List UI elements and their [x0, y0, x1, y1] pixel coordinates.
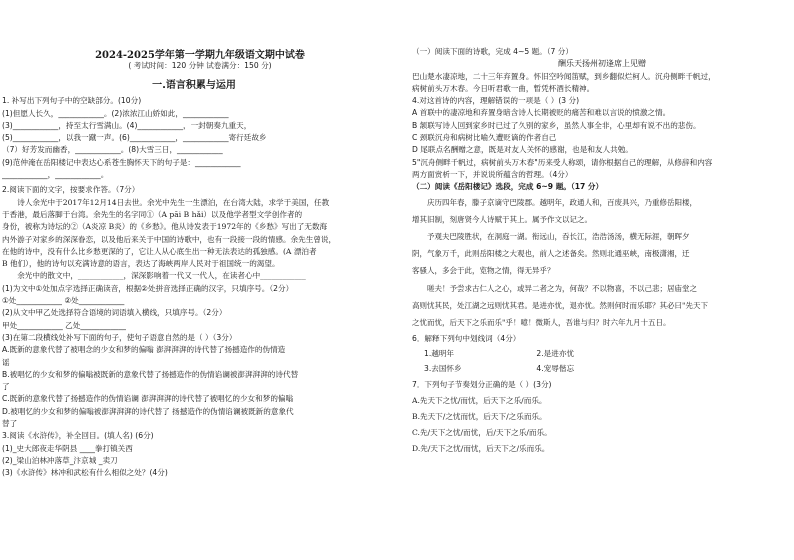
- q1-line: （7）好芳发而幽香，____________。(8)大雪三日，____________: [2, 145, 223, 155]
- q3-line: (2)_梁山泊林冲落草_汴京城 _卖刀: [2, 455, 118, 465]
- reading-2-intro: （二）阅读《岳阳楼记》选段，完成 6~9 题。（17 分）: [412, 182, 604, 192]
- q2-sub3: (3)在第二段横线处补写下面的句子，使句子语意自然的是（ ）（3分）: [2, 332, 237, 342]
- question-5: 5"沉舟侧畔千帆过，病树前头万木春"历来受人称颂，请你根据自己的理解，从修辞和内容: [412, 157, 713, 167]
- q1-blanks: [2, 108, 386, 182]
- q7-options: [412, 393, 792, 457]
- q4-option: B 颔联写诗人回到家乡时已过了久别的家乡，虽然人事全非，心里却有说不出的悲伤。: [412, 120, 701, 130]
- q2-sub1-answer: ①处____________ ②处____________: [2, 296, 125, 306]
- option-line: D.被唱忆的少女和梦的偏嗡被澎湃湃湃的诗代替了 扬撼造作的伪情谄谰被既新的意象代: [2, 406, 294, 416]
- question-3: 3.阅读《水浒传》，补全回目。(填人名) (6分): [2, 431, 154, 441]
- question-2: 2.阅读下面的文字，按要求作答。（7分）: [2, 185, 140, 195]
- q7-option: C.先/天下之忧/而忧，后/天下之乐/而乐。: [412, 428, 552, 438]
- q6-items: [412, 346, 792, 376]
- exam-title: 2024-2025学年第一学期九年级语文期中试卷: [95, 50, 305, 61]
- passage-line: 增其旧制，刻唐贤今人诗赋于其上。属予作文以记之。: [412, 214, 592, 224]
- q6-item: 4.宠辱偕忘: [536, 364, 575, 374]
- option-line: A.既新的意象代替了被唱念的少女和梦的偏嗡 澎湃湃湃的诗代替了扬撼造作的伪情造: [2, 345, 286, 355]
- q1-line: (3)____________，持至太行雪满山。(4)____________，一封朝奏九重天，: [2, 120, 252, 130]
- passage-line: 阴，气象万千，此则岳阳楼之大观也，前人之述备矣。然则北通巫峡，南极潇湘，迁: [412, 249, 690, 259]
- option-line: B.被唱忆的少女和梦的偏嗡被既新的意象代替了扬撼造作的伪情谄谰被澎湃湃湃的诗代替: [2, 369, 299, 379]
- q4-option: C 颈联沉舟和病树比喻久遭贬谪的作者自己: [412, 133, 557, 143]
- option-line: 了: [2, 382, 10, 392]
- question-1: 1. 补写出下列句子中的空缺部分。(10分): [2, 96, 142, 106]
- passage-line: 客骚人，多会于此，览物之情，得无异乎？: [412, 266, 555, 276]
- passage-line: 身份，被称为诗坛的②（A炎凉 B炎）的《乡愁》。他从诗发表于1972年的《乡愁》写出了无数海: [2, 222, 328, 232]
- q2-sub1: (1)为文中①处加点字选择正确读音，根据②处拼音选择正确的汉字，只填序号。（2分）: [2, 283, 294, 293]
- q2-options: [2, 344, 386, 430]
- passage-line: 内外游子对家乡的深深眷恋，以及他后来关于中国的诗歌中，也有一段接一段的情感。余先生曾说，: [2, 234, 337, 244]
- passage-line: 之忧而忧，后天下之乐而乐"乎！噫！微斯人，吾谁与归？时六年九月十五日。: [412, 317, 671, 327]
- q2-passage: [2, 197, 386, 283]
- q4-option: D 尾联点名酬赠之意，既是对友人关怀的感谢，也是和友人共勉。: [412, 145, 633, 155]
- passage-line: 诗人余光中于2017年12月14日去世。余光中先生一生漂泊，在台湾大陆，求学于美国，任教: [17, 197, 330, 207]
- q3-line: (3)《水浒传》林冲和武松有什么相似之处？(4分): [2, 468, 168, 478]
- right-column: [412, 46, 792, 457]
- passage-line: 在他的诗中，没有什么比乡愁更深的了，它让人从心底生出一种无法表达的孤独感。(A 漂泊者: [2, 246, 317, 256]
- q1-line: (1)但愿人长久，____________。(2)浓浓江山娇如此，____________: [2, 108, 229, 118]
- passage-line: 予观夫巴陵胜状，在洞庭一湖。衔远山，吞长江，浩浩汤汤，横无际涯，朝晖夕: [427, 231, 690, 241]
- q6-item: 2.是进亦忧: [536, 349, 575, 359]
- q1-line: (5)____________，以我一蹴一声。(6)____________，____________寄行廷故乡: [2, 133, 267, 143]
- passage-line: B 他们），他的诗句以充满诗意的语言，表达了海峡两岸人民对于祖国统一的渴望。: [2, 259, 280, 269]
- exam-subtitle: ( 考试时间：120 分钟 试卷满分：150 分): [128, 61, 272, 70]
- option-line: 谣: [2, 357, 10, 367]
- poem-line: 病树前头万木春。今日听君歌一曲，暂凭杯酒长精神。: [412, 83, 595, 93]
- option-line: C.既新的意象代替了扬撼造作的伪情谄谰 澎湃湃湃的诗代替了被唱忆的少女和梦的偏嗡: [2, 394, 294, 404]
- q1-line: ____________，____________。: [2, 170, 109, 180]
- q2-sub2-answer: 甲处____________ 乙处____________: [2, 320, 126, 330]
- poem-intro: （一）阅读下面的诗歌，完成 4~5 题。（7 分）: [412, 47, 573, 56]
- q1-line: (9)范仲淹在岳阳楼记中表达心系苍生胸怀天下的句子是：____________: [2, 157, 241, 167]
- q7-option: B.先天下/之忧而忧，后天下/之乐而乐。: [412, 412, 547, 422]
- q6-item: 3.去国怀乡: [424, 364, 462, 374]
- q7-option: A.先天下之忧/而忧，后天下之乐/而乐。: [412, 396, 547, 406]
- q7-option: D.先/天下之忧/而忧，后天下之/乐而乐。: [412, 444, 550, 454]
- q3-line: (1)_史大郎夜走华阴县 ____拳打镇关西: [2, 443, 133, 453]
- question-7: 7．下列句子节奏划分正确的是（ ）(3分): [412, 380, 552, 390]
- q6-item: 1.越明年: [424, 349, 455, 359]
- passage-line: 余光中的散文中，____________，深深影响着一代又一代人，在读者心中____________: [17, 271, 306, 281]
- passage-line: 高则忧其民，处江湖之远则忧其君。是进亦忧，退亦忧。然则何时而乐耶？其必曰"先天下: [412, 300, 708, 310]
- passage-line: 嗟夫！予尝求古仁人之心，或异二者之为，何哉？不以物喜，不以己悲；居庙堂之: [427, 283, 697, 293]
- q2-sub2: (2)从文中甲乙处选择符合语境的词语填入横线，只填序号。（2分）: [2, 308, 227, 318]
- section-heading-language: 一.语言积累与运用: [152, 80, 236, 91]
- poem-title: 酬乐天扬州初逢席上见赠: [558, 59, 646, 69]
- left-column: [2, 76, 386, 480]
- poem-line: 巴山楚水凄凉地，二十三年弃置身。怀旧空吟闻笛赋，到乡翻似烂柯人。沉舟侧畔千帆过，: [412, 71, 716, 81]
- passage-line: 于香港，最后落脚于台湾。余先生的名字同①（A pāi B hǎi）以及他学者型文学创作者的: [2, 209, 303, 219]
- question-6: 6．解释下列句中划线词（4分）: [412, 334, 521, 344]
- q4-option: A 首联中的凄凉地和弃置身暗含诗人长期被贬的痛苦和难以言说的愤激之情。: [412, 108, 671, 118]
- question-5-cont: 两方面赏析一下，并说说所蕴含的哲理。（4分）: [412, 169, 573, 179]
- yueyang-passage: [412, 194, 792, 332]
- question-4: 4.对这首诗的内容，理解错误的一项是（ ）(3 分): [412, 96, 580, 106]
- option-line: 替了: [2, 419, 18, 429]
- passage-line: 庆历四年春，滕子京谪守巴陵郡。越明年，政通人和，百废具兴，乃重修岳阳楼，: [427, 197, 697, 207]
